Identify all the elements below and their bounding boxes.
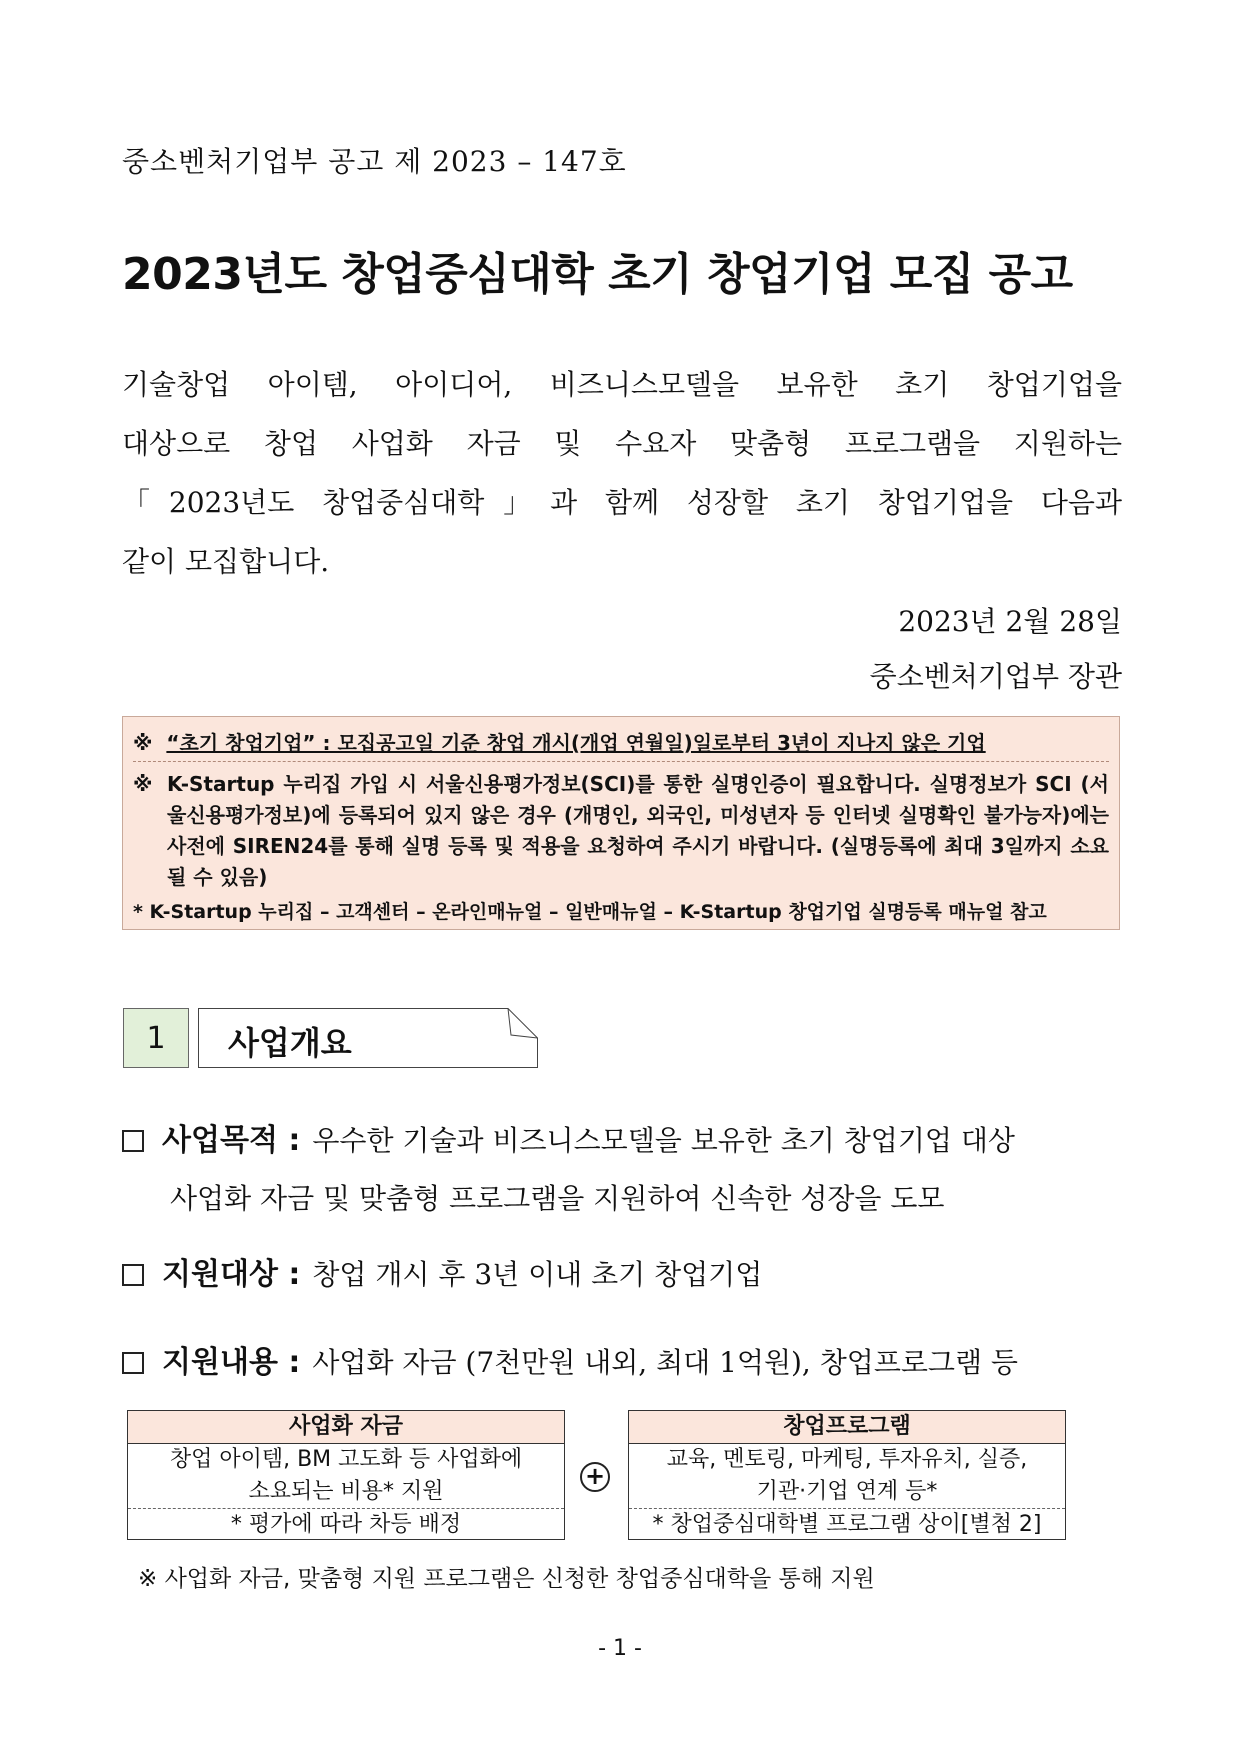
reference-mark: ※: [133, 772, 153, 796]
table-body-line: 기관·기업 연계 등*: [756, 1479, 938, 1504]
section-number: 1: [123, 1008, 189, 1068]
section-title: 사업개요: [228, 1024, 352, 1062]
item-text: 사업화 자금 (7천만원 내외, 최대 1억원), 창업프로그램 등: [312, 1346, 1018, 1379]
checkbox-square-icon: [122, 1264, 144, 1286]
item-head: 사업목적 :: [162, 1123, 301, 1158]
definition-text: “초기 창업기업” : 모집공고일 기준 창업 개시(개업 연월일)일로부터 3년이 지나지 않은 기업: [166, 731, 986, 755]
item-purpose: [122, 1112, 1122, 1228]
funding-table: [127, 1410, 565, 1540]
intro-paragraph: [122, 355, 1122, 591]
table-body-line: 창업 아이템, BM 고도화 등 사업화에: [169, 1447, 523, 1472]
verification-text: K-Startup 누리집 가입 시 서울신용평가정보(SCI)를 통한 실명인증이 필요합니다. 실명정보가 SCI (서울신용평가정보)에 등록되어 있지 않은 경우 (개명인, 외국인, 미성년자 등 인터넷 실명확인 불가능자)에는 사전에 SIREN24를 통해 실명 등록 및 적용을 요청하여 주시기 바랍니다. (실명등록에 최대 3일까지 소요될 수 있음): [167, 772, 1109, 889]
item-head: 지원내용 :: [162, 1345, 301, 1380]
intro-line: 같이 모집합니다.: [122, 545, 330, 578]
reference-mark: ※: [133, 731, 153, 755]
checkbox-square-icon: [122, 1130, 144, 1152]
table-header: 창업프로그램: [629, 1411, 1065, 1444]
table-body: [629, 1444, 1065, 1509]
issuer: 중소벤처기업부 장관: [869, 660, 1122, 693]
notice-date: 2023년 2월 28일: [898, 605, 1122, 638]
table-footnote: * 창업중심대학별 프로그램 상이[별첨 2]: [652, 1512, 1042, 1537]
table-header: 사업화 자금: [128, 1411, 564, 1444]
table-footnote: * 평가에 따라 차등 배정: [230, 1512, 462, 1537]
notice-box: [122, 716, 1120, 930]
checkbox-square-icon: [122, 1352, 144, 1374]
item-head: 지원대상 :: [162, 1257, 301, 1292]
manual-reference: * K-Startup 누리집 – 고객센터 – 온라인매뉴얼 – 일반매뉴얼 – K-Startup 창업기업 실명등록 매뉴얼 참고: [133, 901, 1047, 923]
table-body-line: 소요되는 비용* 지원: [248, 1479, 444, 1504]
notice-line-verification: [133, 769, 1109, 893]
item-target: [122, 1246, 1122, 1304]
intro-line: 대상으로 창업 사업화 자금 및 수요자 맞춤형 프로그램을 지원하는: [122, 427, 1122, 460]
page-title: 2023년도 창업중심대학 초기 창업기업 모집 공고: [122, 249, 1073, 300]
intro-line: 기술창업 아이템, 아이디어, 비즈니스모델을 보유한 초기 창업기업을: [122, 368, 1122, 401]
support-footnote: ※ 사업화 자금, 맞춤형 지원 프로그램은 신청한 창업중심대학을 통해 지원: [138, 1566, 875, 1592]
item-content: [122, 1334, 1122, 1392]
plus-circle-icon: +: [580, 1462, 610, 1492]
item-text: 사업화 자금 및 맞춤형 프로그램을 지원하여 신속한 성장을 도모: [170, 1182, 945, 1215]
item-text: 우수한 기술과 비즈니스모델을 보유한 초기 창업기업 대상: [312, 1124, 1015, 1157]
section-title-box: [198, 1008, 538, 1068]
program-table: [628, 1410, 1066, 1540]
notice-number: 중소벤처기업부 공고 제 2023 – 147호: [122, 145, 627, 178]
page-number: - 1 -: [598, 1636, 642, 1661]
table-body-line: 교육, 멘토링, 마케팅, 투자유치, 실증,: [666, 1447, 1028, 1472]
notice-line-definition: [133, 727, 1109, 762]
item-text: 창업 개시 후 3년 이내 초기 창업기업: [312, 1258, 763, 1291]
intro-line: 「2023년도 창업중심대학」과 함께 성장할 초기 창업기업을 다음과: [122, 486, 1122, 519]
table-body: [128, 1444, 564, 1509]
